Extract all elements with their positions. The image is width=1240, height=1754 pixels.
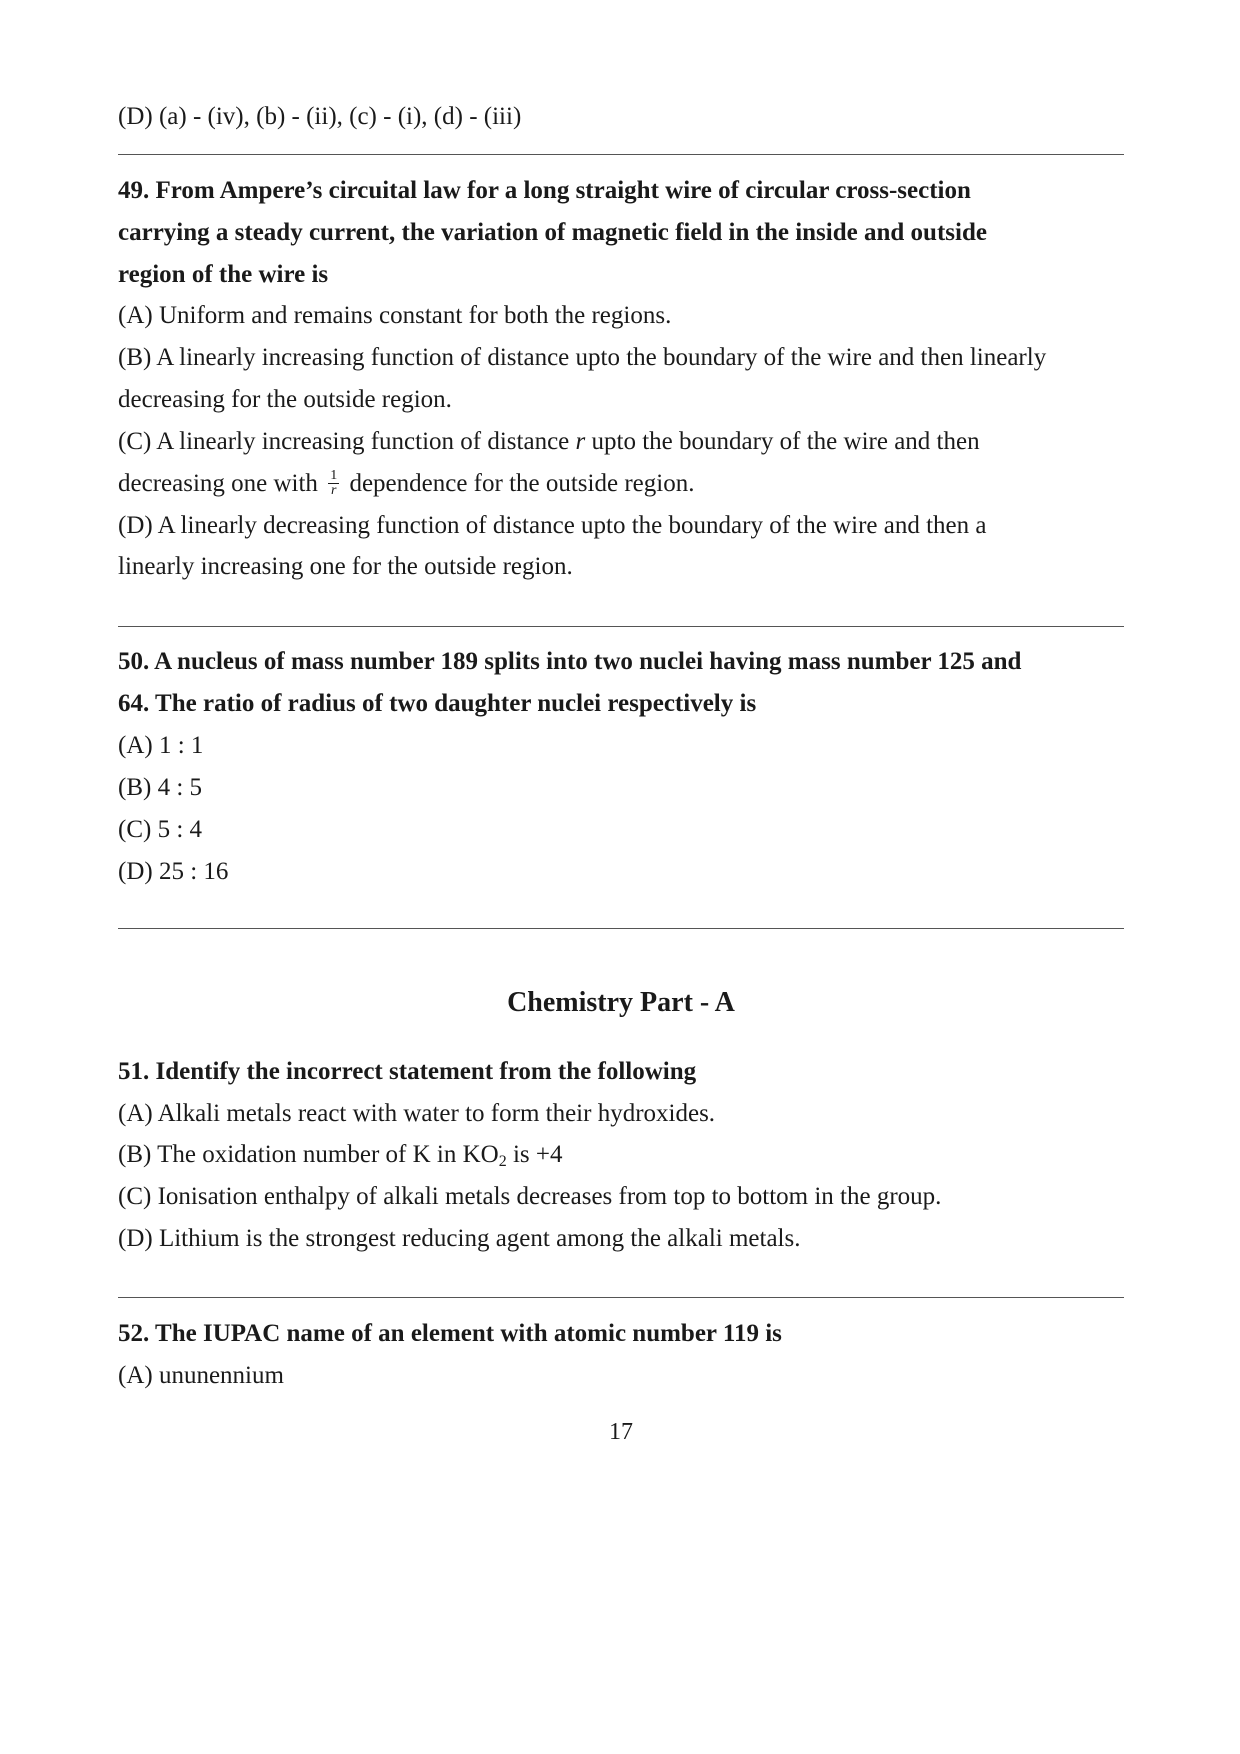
option-label: (B)	[118, 774, 158, 801]
fraction-denominator: r	[330, 482, 337, 498]
divider	[118, 1297, 1124, 1298]
variable-r: r	[575, 428, 586, 455]
option-value: 25 : 16	[158, 858, 229, 885]
divider	[118, 626, 1124, 627]
q52-option-a: (A) ununennium	[118, 1362, 284, 1389]
option-label: (D)	[118, 858, 159, 885]
q50-option-b	[118, 773, 202, 803]
q48-option-d: (D) (a) - (iv), (b) - (ii), (c) - (i), (d) - (iii)	[118, 103, 522, 130]
option-value: 1 : 1	[158, 732, 204, 759]
formula-subscript: 2	[498, 1153, 507, 1170]
q49-option-d-line-2: linearly increasing one for the outside region.	[118, 553, 573, 580]
q49-stem-line-3: region of the wire is	[118, 261, 329, 288]
q49-option-c-line-2	[118, 469, 694, 500]
option-value: 4 : 5	[157, 774, 203, 801]
q51-option-b	[118, 1140, 563, 1170]
q51-stem: 51. Identify the incorrect statement from the following	[118, 1058, 697, 1085]
fraction-one-over-r	[328, 469, 339, 498]
q49-option-c-text: (C) A linearly increasing function of distance	[118, 428, 576, 455]
option-label: (A)	[118, 732, 159, 759]
q50-stem-line-2: 64. The ratio of radius of two daughter nuclei respectively is	[118, 690, 757, 717]
page-number: 17	[609, 1419, 633, 1445]
q49-option-d-line-1: (D) A linearly decreasing function of distance upto the boundary of the wire and then a	[118, 512, 987, 539]
oxidation-value: +4	[535, 1141, 563, 1168]
q49-option-c-text-2: decreasing one with	[118, 470, 325, 497]
q50-stem-line-1: 50. A nucleus of mass number 189 splits into two nuclei having mass number 125 and	[118, 648, 1022, 675]
q49-option-a: (A) Uniform and remains constant for both the regions.	[118, 302, 672, 329]
divider	[118, 928, 1124, 929]
divider	[118, 154, 1124, 155]
q51-option-b-text-mid: is	[506, 1141, 536, 1168]
option-value: 5 : 4	[157, 816, 203, 843]
q50-option-c	[118, 815, 202, 845]
q49-option-c-text-2-rest: dependence for the outside region.	[343, 470, 695, 497]
q51-option-c: (C) Ionisation enthalpy of alkali metals decreases from top to bottom in the group.	[118, 1183, 942, 1210]
q51-option-b-text: (B) The oxidation number of K in	[118, 1141, 463, 1168]
q49-stem-line-2: carrying a steady current, the variation of magnetic field in the inside and outside	[118, 219, 987, 246]
q49-option-c-text-rest: upto the boundary of the wire and then	[585, 428, 980, 455]
section-heading: Chemistry Part - A	[507, 987, 735, 1018]
q49-option-b-line-1: (B) A linearly increasing function of distance upto the boundary of the wire and then linearly	[118, 344, 1047, 371]
chemical-formula: KO	[462, 1141, 499, 1168]
q49-option-b-line-2: decreasing for the outside region.	[118, 386, 452, 413]
q51-option-d: (D) Lithium is the strongest reducing agent among the alkali metals.	[118, 1225, 801, 1252]
q49-option-c-line-1	[118, 427, 980, 457]
fraction-numerator: 1	[330, 467, 338, 483]
q52-stem: 52. The IUPAC name of an element with atomic number 119 is	[118, 1320, 782, 1347]
option-label: (C)	[118, 816, 158, 843]
q49-stem-line-1: 49. From Ampere’s circuital law for a long straight wire of circular cross-section	[118, 177, 971, 204]
q50-option-d	[118, 857, 228, 887]
q50-option-a	[118, 731, 203, 761]
q51-option-a: (A) Alkali metals react with water to form their hydroxides.	[118, 1100, 716, 1127]
